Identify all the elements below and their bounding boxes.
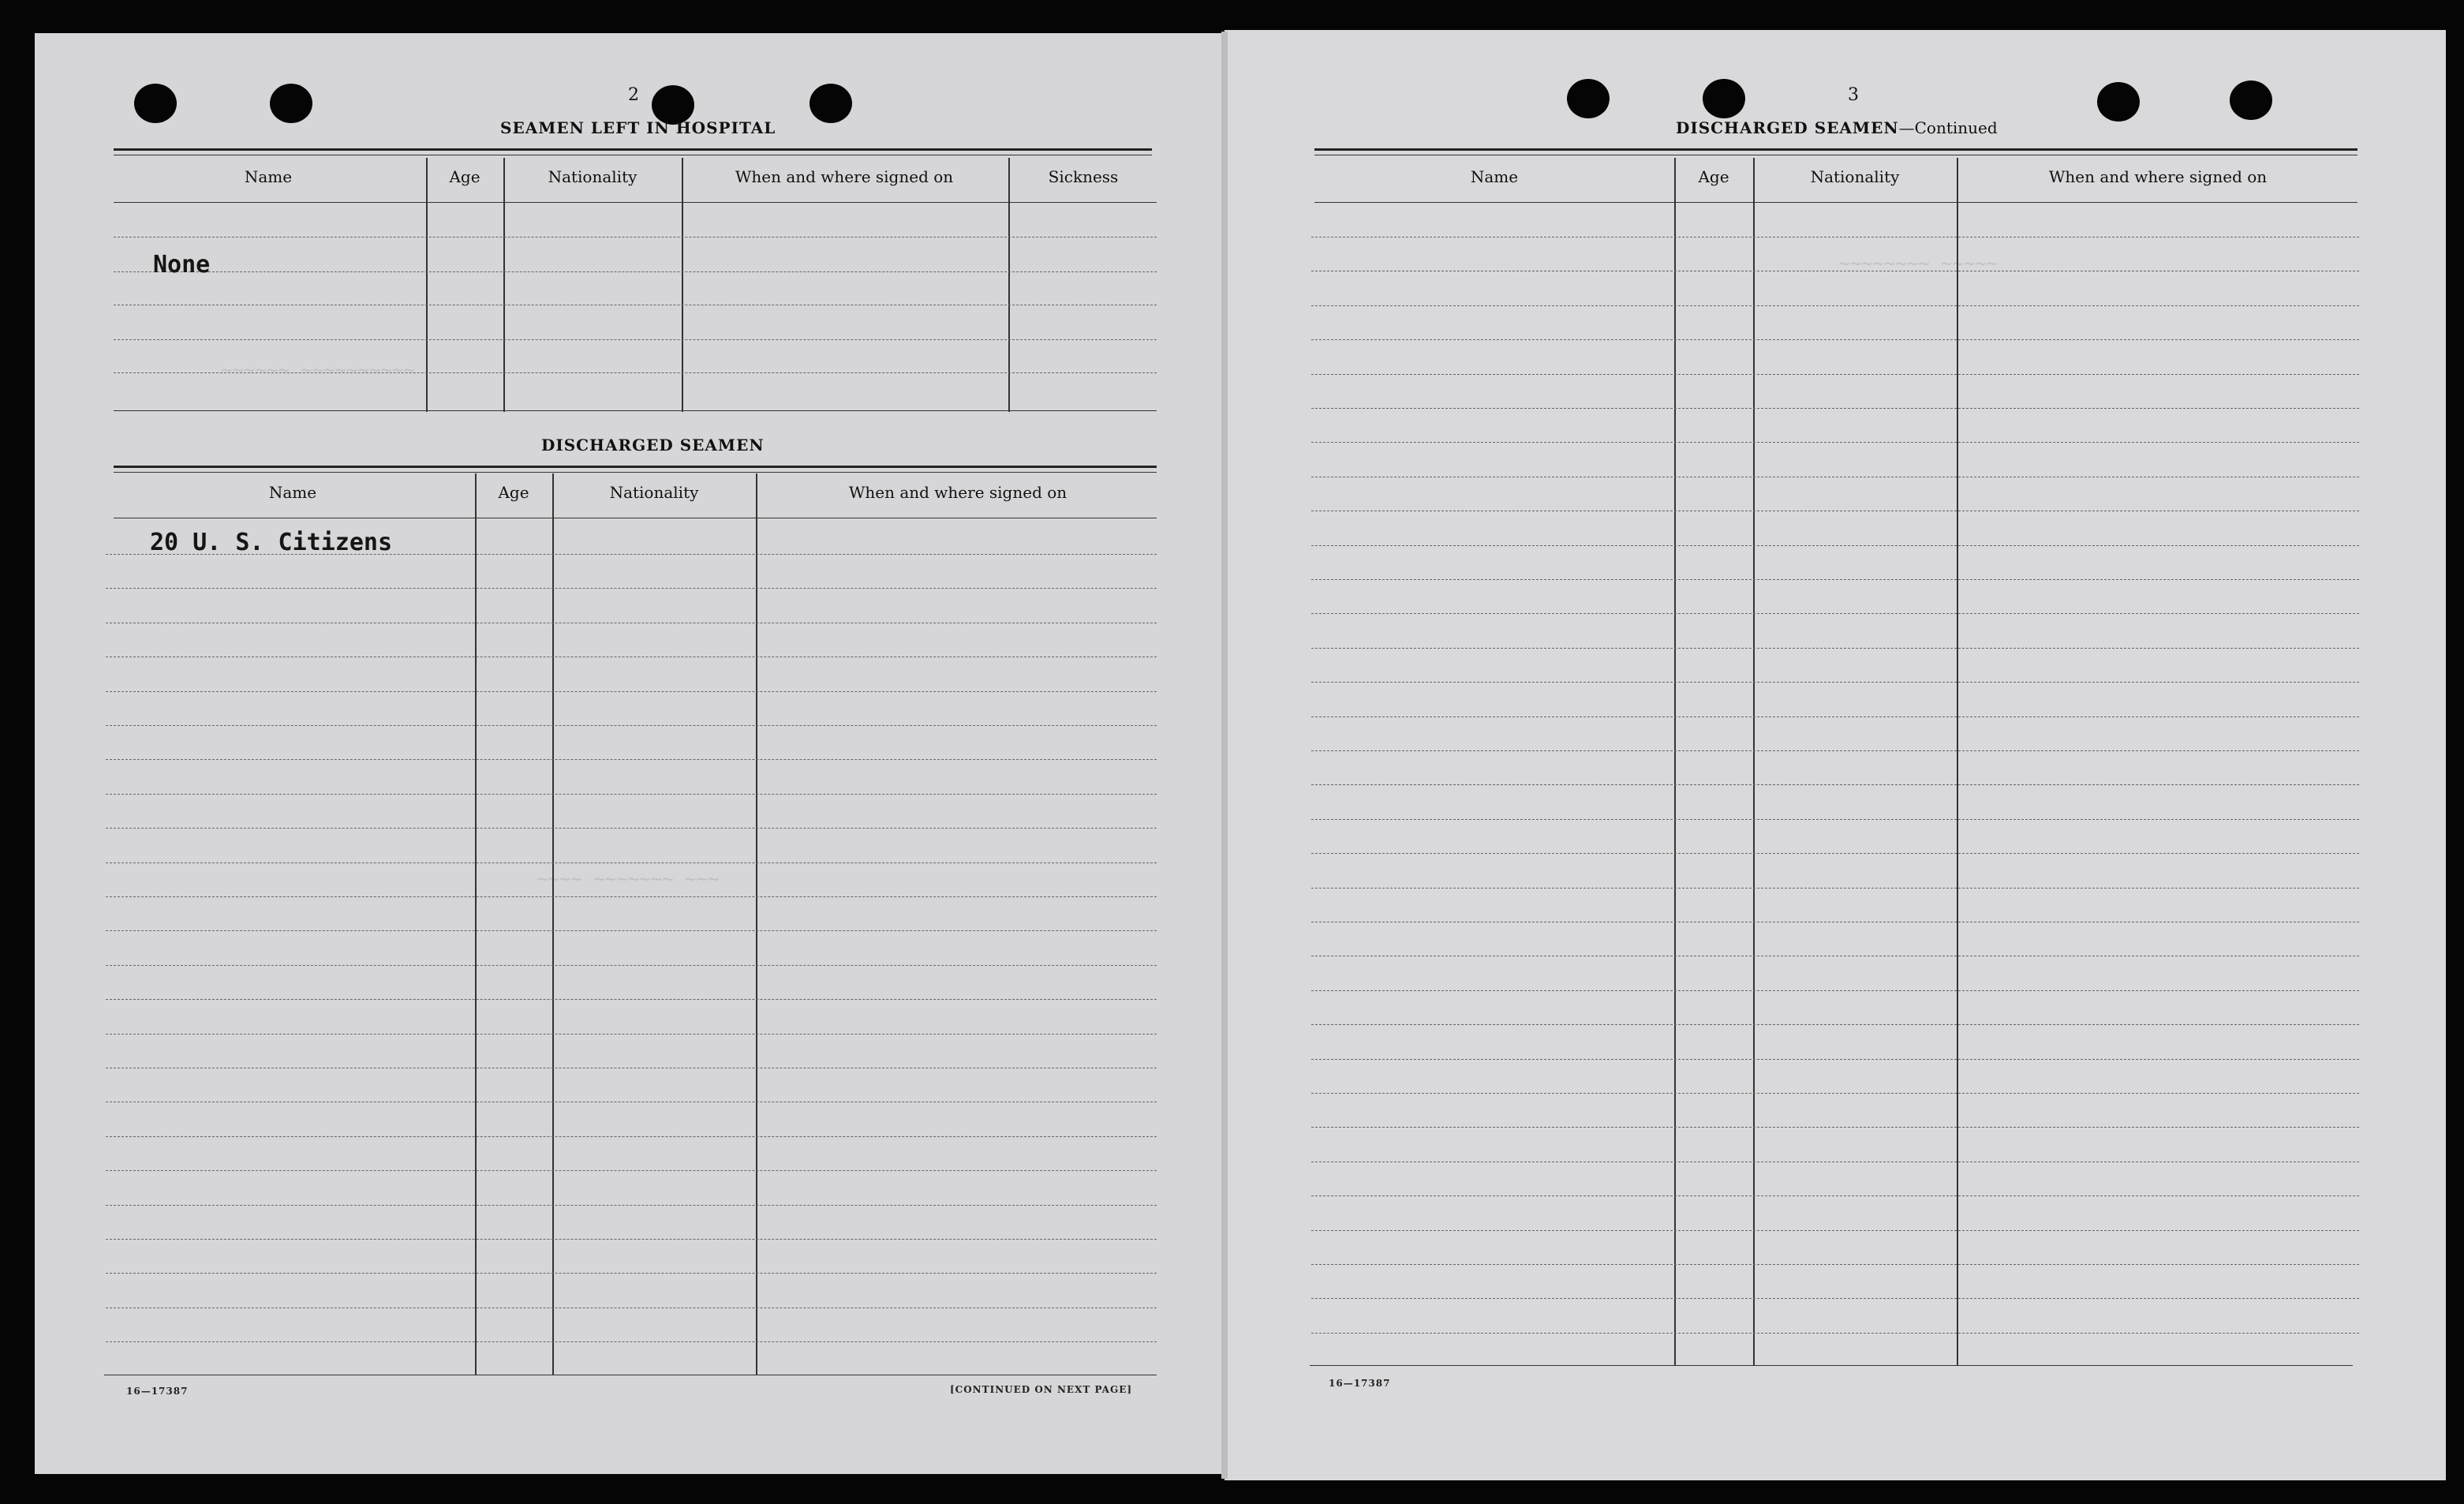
col-header-age: Age (498, 483, 529, 502)
header-underline (1314, 202, 2357, 203)
table-row-line (1311, 442, 2359, 443)
table-row-line (1311, 1230, 2359, 1231)
col-header-name: Name (244, 167, 293, 186)
table-row-line (106, 1170, 1157, 1171)
table-row-line (106, 1239, 1157, 1240)
table-row-line (1311, 374, 2359, 375)
table-row-line (1311, 1024, 2359, 1025)
table-row-line (114, 372, 1157, 373)
table-row-line (1311, 1333, 2359, 1334)
title-main: DISCHARGED SEAMEN (1676, 118, 1899, 137)
col-header-sickness: Sickness (1048, 167, 1119, 186)
punch-hole (134, 84, 177, 123)
title-suffix: —Continued (1898, 118, 1998, 137)
table-row-line (1311, 237, 2359, 238)
table-row-line (114, 237, 1157, 238)
punch-hole (270, 84, 312, 123)
table-row-line (106, 691, 1157, 692)
section-title-hospital: SEAMEN LEFT IN HOSPITAL (500, 118, 776, 137)
page-number: 3 (1848, 85, 1859, 105)
form-number: 16—17387 (126, 1386, 189, 1397)
table-row-line (106, 999, 1157, 1000)
col-header-age: Age (1698, 167, 1729, 186)
table-row-line (106, 1341, 1157, 1342)
table-row-line (1311, 682, 2359, 683)
table-row-line (114, 339, 1157, 340)
page-fold (1221, 32, 1228, 1479)
table-row-line (106, 725, 1157, 726)
table-row-line (106, 794, 1157, 795)
bleed-through-text: ~~~~ ~~~~~~~ ~~~ (537, 868, 720, 890)
table-row-line (106, 1136, 1157, 1137)
table-row-line (1311, 1195, 2359, 1196)
table-rule (114, 148, 1152, 151)
table-row-line (1311, 819, 2359, 820)
table-row-line (114, 271, 1157, 272)
punch-hole (1567, 79, 1610, 118)
table-row-line (106, 828, 1157, 829)
col-header-name: Name (268, 483, 317, 502)
table-row-line (1311, 888, 2359, 889)
continued-note: [CONTINUED ON NEXT PAGE] (950, 1384, 1133, 1395)
table-row-line (1311, 305, 2359, 306)
discharged-entry: 20 U. S. Citizens (150, 529, 393, 556)
hospital-entry: None (153, 251, 211, 279)
section-title-discharged-continued (1676, 118, 1998, 137)
punch-hole (2097, 82, 2140, 122)
bleed-through-text: ~~~~~~~~ ~~~~~ (1838, 253, 1998, 275)
table-rule (1314, 148, 2357, 151)
table-row-line (1311, 1059, 2359, 1060)
column-divider (503, 158, 505, 412)
column-divider (426, 158, 428, 412)
table-row-line (1311, 545, 2359, 546)
table-row-line (106, 862, 1157, 863)
table-row-line (1311, 1264, 2359, 1265)
table-row-line (1311, 648, 2359, 649)
table-row-line (1311, 853, 2359, 854)
table-row-line (106, 896, 1157, 897)
table-row-line (1311, 339, 2359, 340)
table-bottom-rule (114, 410, 1157, 411)
page-number: 2 (628, 85, 639, 105)
section-title-discharged: DISCHARGED SEAMEN (541, 436, 765, 455)
table-row-line (1311, 784, 2359, 785)
table-row-line (1311, 1298, 2359, 1299)
col-header-name: Name (1470, 167, 1519, 186)
table-bottom-rule (1310, 1365, 2353, 1366)
table-rule (114, 466, 1157, 468)
table-row-line (1311, 716, 2359, 717)
table-row-line (1311, 1093, 2359, 1094)
table-row-line (1311, 1127, 2359, 1128)
table-row-line (1311, 408, 2359, 409)
punch-hole (1703, 79, 1745, 118)
col-header-signed-on: When and where signed on (735, 167, 954, 186)
punch-hole (2230, 80, 2272, 120)
col-header-signed-on: When and where signed on (848, 483, 1067, 502)
left-page (35, 33, 1225, 1474)
col-header-age: Age (449, 167, 480, 186)
table-rule (114, 472, 1157, 473)
table-row-line (1311, 579, 2359, 580)
col-header-nationality: Nationality (1810, 167, 1900, 186)
table-row-line (106, 965, 1157, 966)
table-row-line (106, 1205, 1157, 1206)
table-row-line (1311, 613, 2359, 614)
punch-hole (809, 84, 852, 123)
table-row-line (106, 588, 1157, 589)
right-page (1225, 30, 2446, 1480)
table-row-line (1311, 990, 2359, 991)
col-header-nationality: Nationality (609, 483, 699, 502)
column-divider (682, 158, 683, 412)
form-number: 16—17387 (1329, 1378, 1391, 1389)
column-divider (1008, 158, 1010, 412)
table-row-line (1311, 750, 2359, 751)
header-underline (114, 202, 1157, 203)
bleed-through-text: ~~~~~~ ~~~~~~~~~~ (221, 359, 415, 381)
col-header-signed-on: When and where signed on (2048, 167, 2268, 186)
table-row-line (106, 759, 1157, 760)
table-row-line (106, 930, 1157, 931)
table-row-line (106, 1273, 1157, 1274)
col-header-nationality: Nationality (548, 167, 637, 186)
